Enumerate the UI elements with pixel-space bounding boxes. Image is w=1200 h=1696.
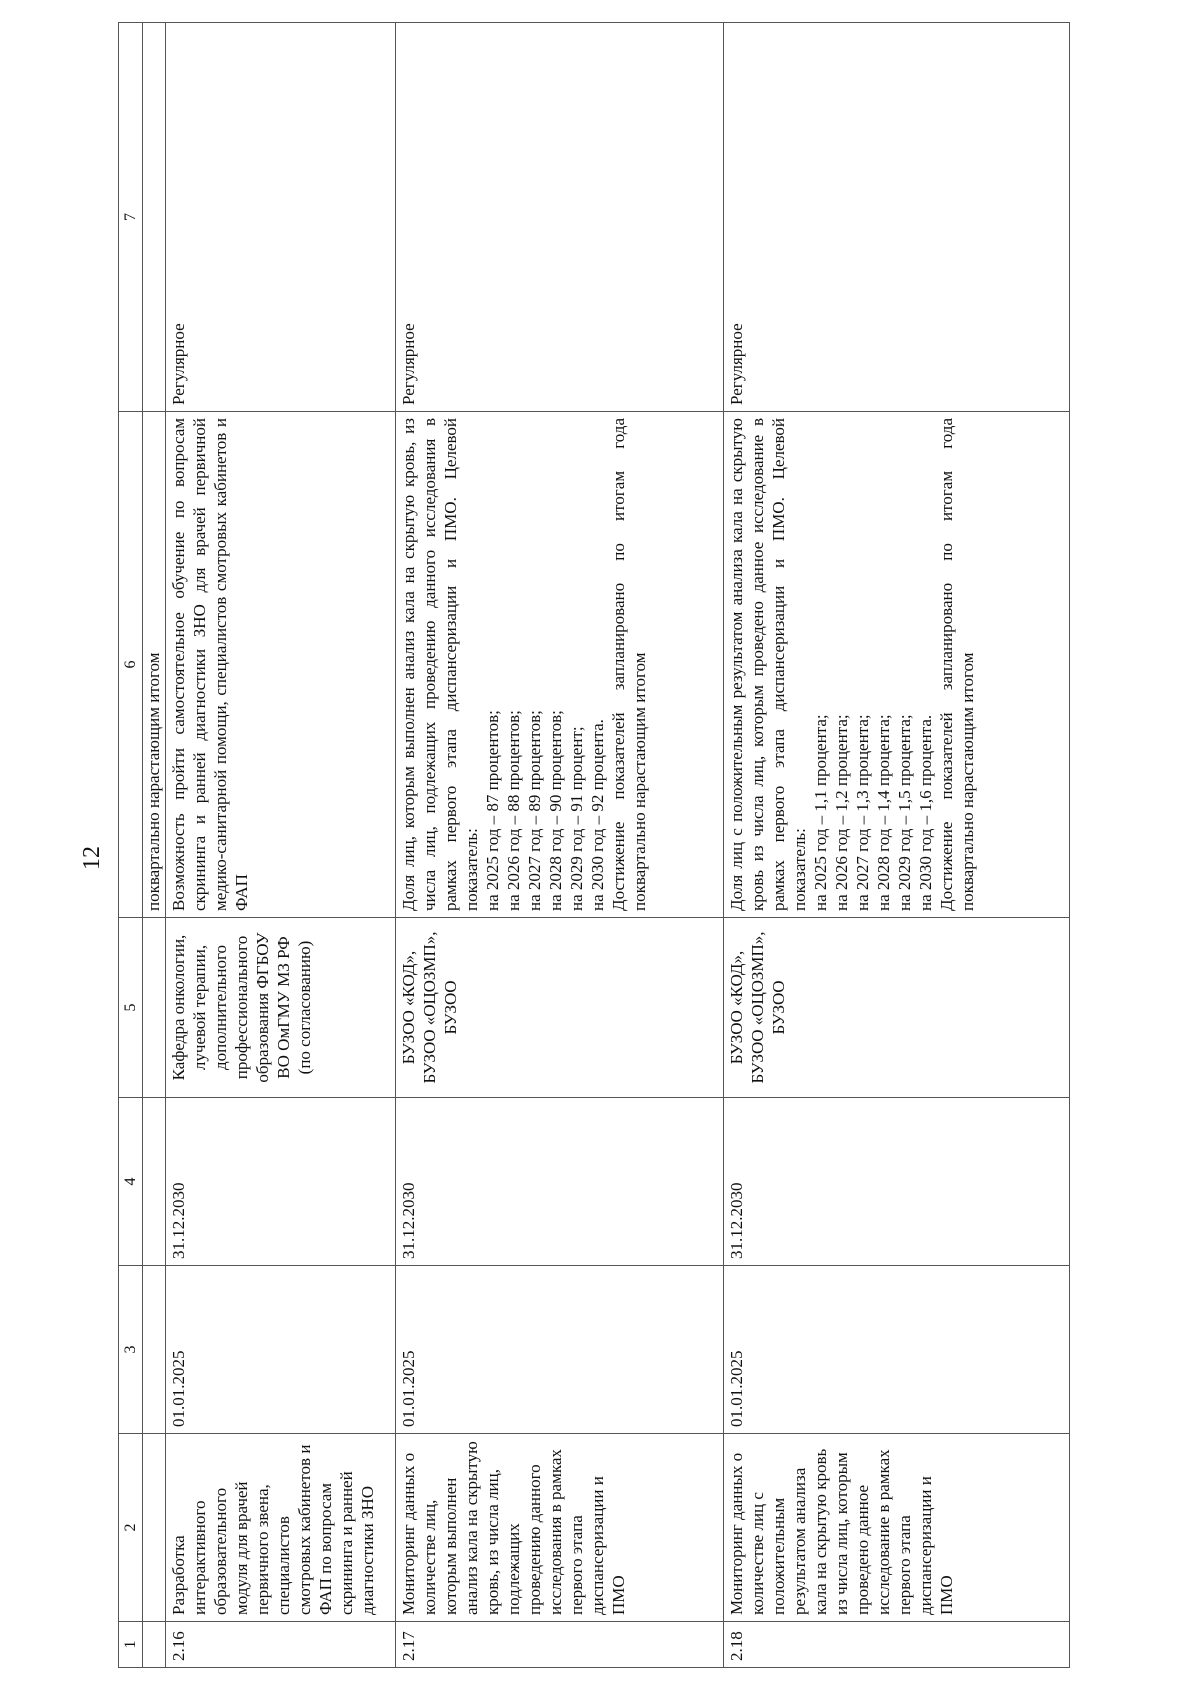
target-line: на 2027 год – 89 процентов; bbox=[524, 710, 544, 911]
result-text: Доля лиц, которым выполнен анализ кала на скрытую кровь, из числа лиц, подлежащих проведению данного исследования в рамках первого этапа диспансеризации и ПМО. Целевой показатель: bbox=[398, 418, 481, 911]
header-cell: 7 bbox=[119, 23, 143, 412]
measure-type: Регулярное bbox=[395, 23, 723, 412]
end-date: 31.12.2030 bbox=[166, 1098, 396, 1266]
header-cell: 6 bbox=[119, 412, 143, 918]
target-line: на 2028 год – 1,4 процента; bbox=[873, 714, 893, 911]
target-line: на 2025 год – 1,1 процента; bbox=[810, 714, 830, 911]
result-text: Доля лиц с положительным результатом анализа кала на скрытую кровь из числа лиц, которым проведено данное исследование в рамках первого этапа диспансеризации и ПМО. Целевой показатель: bbox=[726, 418, 809, 911]
table-row bbox=[723, 23, 1069, 1668]
measure-type: Регулярное bbox=[166, 23, 396, 412]
table-row bbox=[166, 23, 396, 1668]
measure-type: Регулярное bbox=[723, 23, 1069, 412]
target-line: на 2030 год – 92 процента. bbox=[587, 719, 607, 911]
result-cell bbox=[723, 412, 1069, 918]
header-row bbox=[119, 23, 143, 1668]
target-line: на 2027 год – 1,3 процента; bbox=[852, 714, 872, 911]
continuation-text: поквартально нарастающим итогом bbox=[142, 412, 166, 918]
result-note: Достижение показателей запланировано по итогам года поквартально нарастающим итогом bbox=[936, 418, 977, 911]
measure-name: Мониторинг данных о количестве лиц с положительным результатом анализа кала на скрытую кровь из числа лиц, которым проведено данное исследование в рамках первого этапа диспансеризации и ПМО bbox=[723, 1434, 1069, 1622]
row-number: 2.17 bbox=[395, 1622, 723, 1668]
result-note: Достижение показателей запланировано по итогам года поквартально нарастающим итогом bbox=[608, 418, 649, 911]
start-date: 01.01.2025 bbox=[395, 1266, 723, 1434]
rotated-table-container bbox=[118, 23, 1070, 1668]
plan-table bbox=[118, 22, 1070, 1668]
measure-name: Мониторинг данных о количестве лиц, которым выполнен анализ кала на скрытую кровь, из числа лиц, подлежащих проведению данного исследования в рамках первого этапа диспансеризации и ПМО bbox=[395, 1434, 723, 1622]
row-number: 2.18 bbox=[723, 1622, 1069, 1668]
start-date: 01.01.2025 bbox=[166, 1266, 396, 1434]
header-cell: 2 bbox=[119, 1434, 143, 1622]
start-date: 01.01.2025 bbox=[723, 1266, 1069, 1434]
page-number: 12 bbox=[79, 846, 105, 870]
target-line: на 2026 год – 88 процентов; bbox=[503, 710, 523, 911]
header-cell: 3 bbox=[119, 1266, 143, 1434]
row-number: 2.16 bbox=[166, 1622, 396, 1668]
continuation-row bbox=[142, 23, 166, 1668]
executor: БУЗОО «КОД», БУЗОО «ОЦОЗМП», БУЗОО bbox=[723, 918, 1069, 1098]
table-row bbox=[395, 23, 723, 1668]
result-text: Возможность пройти самостоятельное обучение по вопросам скрининга и ранней диагностики ЗНО для врачей первичной медико-санитарной помощи, специалистов смотровых кабинетов и ФАП bbox=[166, 412, 396, 918]
executor: Кафедра онкологии, лучевой терапии, дополнительного профессионального образования ФГБОУ ВО ОмГМУ МЗ РФ (по согласованию) bbox=[166, 918, 396, 1098]
target-line: на 2029 год – 91 процент; bbox=[566, 726, 586, 911]
target-line: на 2028 год – 90 процентов; bbox=[545, 710, 565, 911]
header-cell: 5 bbox=[119, 918, 143, 1098]
executor: БУЗОО «КОД», БУЗОО «ОЦОЗМП», БУЗОО bbox=[395, 918, 723, 1098]
target-line: на 2029 год – 1,5 процента; bbox=[894, 714, 914, 911]
target-line: на 2030 год – 1,6 процента. bbox=[915, 714, 935, 911]
header-cell: 1 bbox=[119, 1622, 143, 1668]
header-cell: 4 bbox=[119, 1098, 143, 1266]
end-date: 31.12.2030 bbox=[395, 1098, 723, 1266]
target-line: на 2026 год – 1,2 процента; bbox=[831, 714, 851, 911]
measure-name: Разработка интерактивного образовательного модуля для врачей первичного звена, специалистов смотровых кабинетов и ФАП по вопросам скрининга и ранней диагностики ЗНО bbox=[166, 1434, 396, 1622]
result-cell bbox=[395, 412, 723, 918]
target-line: на 2025 год – 87 процентов; bbox=[482, 710, 502, 911]
end-date: 31.12.2030 bbox=[723, 1098, 1069, 1266]
